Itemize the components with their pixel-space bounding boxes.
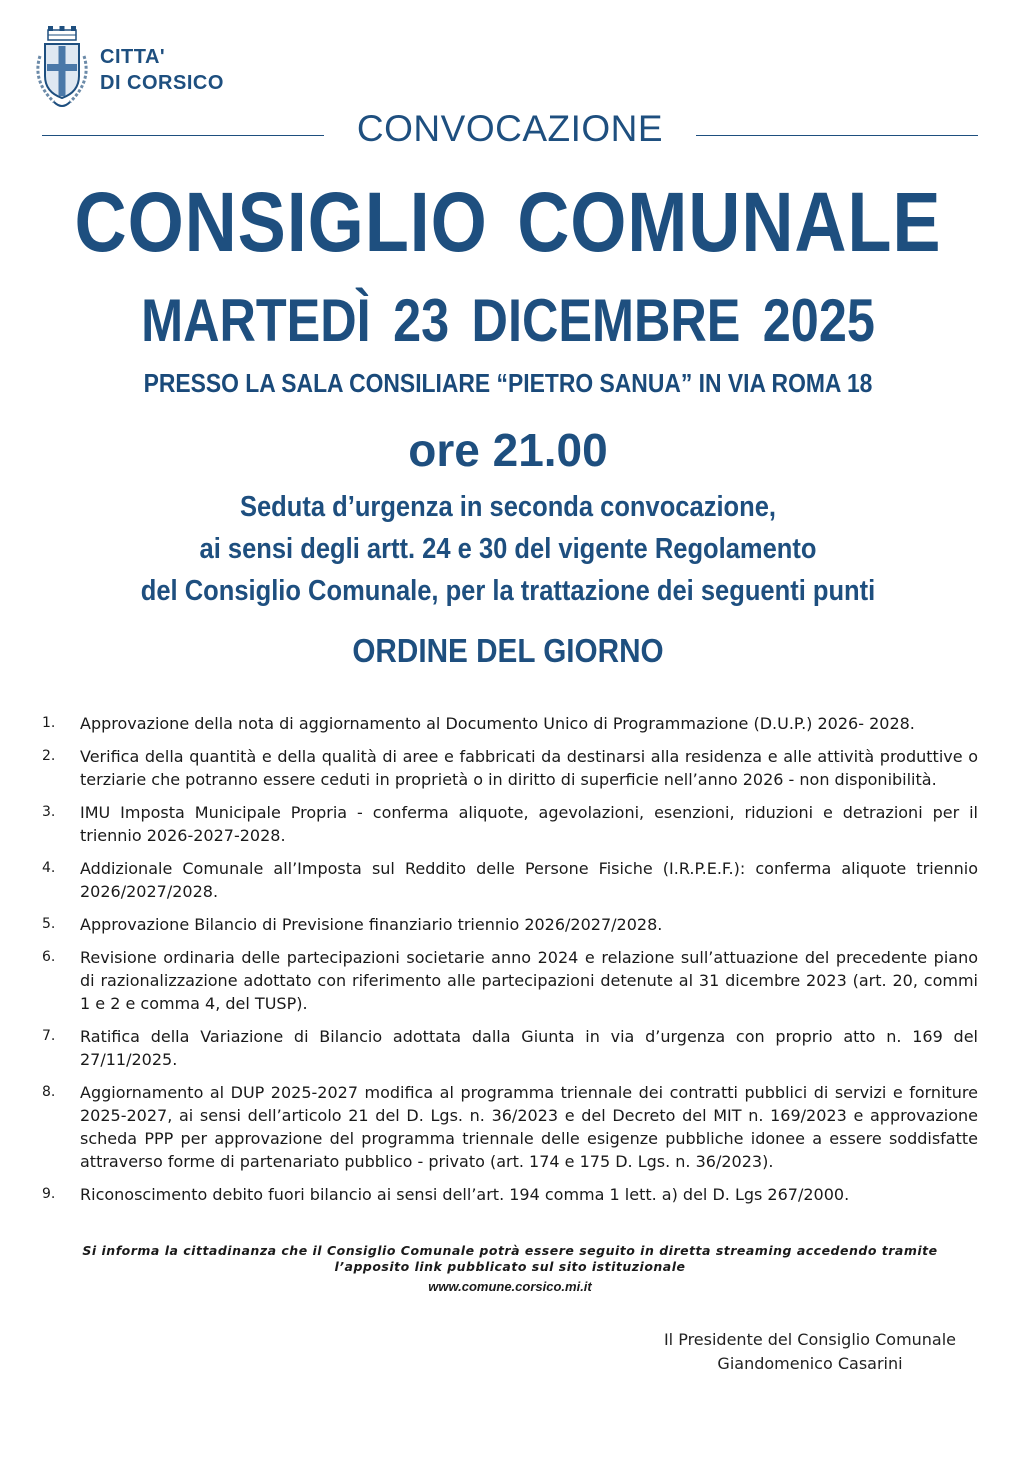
seduta-line: Seduta d’urgenza in seconda convocazione, [239, 491, 777, 523]
signature-role: Il Presidente del Consiglio Comunale [663, 1330, 957, 1349]
agenda-item-text: IMU Imposta Municipale Propria - conferma aliquote, agevolazioni, esenzioni, riduzioni e detrazioni per il triennio 2026-2027-2028. [80, 803, 978, 845]
agenda-list [42, 712, 978, 1216]
agenda-item-number: 2. [42, 748, 56, 764]
agenda-item-number: 8. [42, 1084, 56, 1100]
agenda-item-text: Verifica della quantità e della qualità di aree e fabbricati da destinarsi alla residenza e alle attività produttive o terziarie che potranno essere ceduti in proprietà o in diritto di superficie nell’anno 2026 - non disponibilità. [80, 747, 978, 789]
agenda-item-text: Aggiornamento al DUP 2025-2027 modifica al programma triennale dei contratti pubblici di servizi e forniture 2025-2027, ai sensi dell’articolo 21 del D. Lgs. n. 36/2023 e del Decreto del MIT n. 169/2023 e approvazione scheda PPP per approvazione del programma triennale delle esigenze pubbliche idonee a essere soddisfatte attraverso forme di partenariato pubblico - privato (art. 174 e 175 D. Lgs. n. 36/2023). [80, 1083, 978, 1171]
main-title: CONSIGLIO COMUNALE [74, 175, 942, 269]
signature-block [600, 1328, 1016, 1376]
streaming-notice-line2: l’apposito link pubblicato sul sito istituzionale [334, 1259, 686, 1274]
agenda-item-text: Revisione ordinaria delle partecipazioni societarie anno 2024 e relazione sull’attuazione del precedente piano di razionalizzazione adottato con riferimento alle partecipazioni detenute al 31 dicembre 2023 (art. 20, commi 1 e 2 e comma 4, del TUSP). [80, 948, 978, 1013]
agenda-item-number: 5. [42, 916, 56, 932]
agenda-item [42, 1183, 978, 1206]
agenda-item [42, 946, 978, 1015]
convocazione-row [42, 108, 978, 154]
divider-right [696, 135, 978, 136]
seduta-description [61, 486, 955, 612]
city-name-line2: DI CORSICO [100, 72, 224, 94]
convocazione-heading: CONVOCAZIONE [356, 108, 664, 149]
agenda-item-text: Approvazione Bilancio di Previsione finanziario triennio 2026/2027/2028. [80, 915, 663, 934]
city-name [100, 44, 224, 96]
meeting-place: PRESSO LA SALA CONSILIARE “PIETRO SANUA” IN VIA ROMA 18 [143, 368, 873, 398]
agenda-item [42, 1081, 978, 1173]
seduta-line: ai sensi degli artt. 24 e 30 del vigente Regolamento [199, 533, 817, 565]
agenda-item-text: Riconoscimento debito fuori bilancio ai sensi dell’art. 194 comma 1 lett. a) del D. Lgs 267/2000. [80, 1185, 850, 1204]
meeting-date: MARTEDÌ 23 DICEMBRE 2025 [141, 287, 875, 354]
agenda-item-number: 1. [42, 715, 56, 731]
signature-name: Giandomenico Casarini [717, 1354, 903, 1373]
agenda-item [42, 1025, 978, 1071]
agenda-item-number: 7. [42, 1028, 56, 1044]
agenda-item [42, 857, 978, 903]
website-link[interactable]: www.comune.corsico.mi.it [428, 1279, 592, 1294]
agenda-item-number: 4. [42, 860, 56, 876]
agenda-item [42, 712, 978, 735]
agenda-item [42, 913, 978, 936]
agenda-item-number: 3. [42, 804, 56, 820]
agenda-item-number: 6. [42, 949, 56, 965]
agenda-item-text: Ratifica della Variazione di Bilancio adottata dalla Giunta in via d’urgenza con proprio atto n. 169 del 27/11/2025. [80, 1027, 978, 1069]
city-name-line1: CITTA' [100, 46, 166, 68]
seduta-line: del Consiglio Comunale, per la trattazione dei seguenti punti [140, 575, 876, 607]
streaming-notice-line1: Si informa la cittadinanza che il Consiglio Comunale potrà essere seguito in diretta streaming accedendo tramite [82, 1243, 938, 1258]
meeting-time: ore 21.00 [408, 424, 608, 476]
agenda-item [42, 801, 978, 847]
agenda-item [42, 745, 978, 791]
agenda-item-number: 9. [42, 1186, 56, 1202]
agenda-item-text: Approvazione della nota di aggiornamento al Documento Unico di Programmazione (D.U.P.) 2026- 2028. [80, 714, 915, 733]
agenda-heading: ORDINE DEL GIORNO [352, 632, 664, 669]
corsico-coat-of-arms-icon [30, 26, 94, 112]
agenda-item-text: Addizionale Comunale all’Imposta sul Reddito delle Persone Fisiche (I.R.P.E.F.): conferma aliquote triennio 2026/2027/2028. [80, 859, 978, 901]
